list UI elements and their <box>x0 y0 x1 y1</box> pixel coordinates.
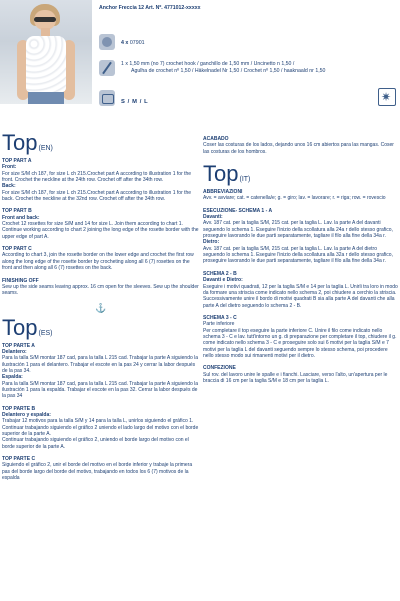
es-acabado-heading: ACABADO <box>203 136 229 142</box>
en-back-text: For size S/M ch 187, for size L ch 215.Crochet part A according to illustration 1 for the back. Crochet the neckline at the 32nd row. Crochet off after the 34th row. <box>2 189 192 203</box>
hook-line-2: Agulha de crochet nº 1,50 / Häkelnadel Nr 1,50 / Crochet nº 1,50 / haaknaald nr 1,50 <box>131 68 326 74</box>
it-confezione-text: Sul rov. del lavoro unire le spalle e i fianchi. Lasciare, verso l'alto, un'apertura per le braccia di 16 cm per la taglia S/M e 18 cm per la taglia L. <box>203 371 388 384</box>
es-partb-text: Trabajar 12 motivos para la talla S/M y 14 para la talla L, unirlos siguiendo el gráfico 1. Continuar trabajando siguiendo el gráfico 2 uniendo el lado largo del motivo con el borde superior de la parte A. <box>2 418 199 437</box>
yarn-ball-icon <box>99 34 115 50</box>
hook-line-1: 1 x 1,50 mm (no 7) crochet hook / ganchillo de 1,50 mm / Uncinetto n 1,50 / <box>121 61 295 67</box>
it-title <box>203 163 399 185</box>
it-davanti-text: Avv. 187 cat. per la taglia S/M, 215 cat. per la taglia L. Lav. la parte A del davanti seguendo lo schema 1. Eseguire l'inizio della scollatura alla 24a r dello stesso grafico, proseguire lavorando le due parti separatamente, tagliare il filo alla fine della 34a r. <box>203 220 393 240</box>
right-column <box>203 132 399 384</box>
model-photo <box>0 0 92 104</box>
en-partb-heading: TOP PART B <box>2 208 32 215</box>
it-title-text: Top <box>203 161 239 187</box>
es-parta-heading: TOP PARTE A <box>2 342 35 349</box>
en-back-label: Back: <box>2 183 16 190</box>
color-code: 07901 <box>129 40 145 46</box>
it-abbr-text: Avv. = avviare; cat. = catenella/e; g. = giro; lav. = lavorare; r. = riga; row. = rovescio <box>203 195 386 202</box>
es-partc-text: Siguiendo el gráfico 2, unir el borde del motivo en el borde inferior y trabaje la primera pas del borde largo del borde del motivo, trabajando en todos los 6 (7) motivos de la espalda <box>2 462 193 482</box>
en-partb-sub: Front and back: <box>2 214 40 221</box>
yarn-quantity <box>121 40 145 46</box>
skein-count: 4 x <box>121 40 129 46</box>
es-acabado-text: Coser las costuras de los lados, dejando unos 16 cm abiertos para las mangas. Coser las costuras de los hombros. <box>203 142 394 155</box>
es-front-text: Para la talla S/M montar 187 cad, para la talla L 215 cad. Trabajar la parte A siguiendo la ilustración 1 para el delantero. Trabajar el escote en la pas 24 y cerrar la labor después de la pas 34. <box>2 355 199 374</box>
es-lang: (ES) <box>38 329 53 337</box>
en-partb-text2: Continue working according to chart 2 joining the long edge of the rosette border with the upper edge of part A. <box>2 227 199 240</box>
it-dietro-text: Avv. 187 cat. per la taglia S/M, 215 cat. per la taglia L. Lav. la parte A del dietro seguendo lo schema 1. Eseguire l'inizio della scollatura alla 32a r dello stesso grafico, proseguire lavorando le due parti separatamente, tagliare il filo alla fine della 34a r. <box>203 245 393 265</box>
hook-info <box>121 61 325 75</box>
es-title-text: Top <box>2 314 38 340</box>
left-column <box>2 132 200 481</box>
it-schema1-heading: ESECUZIONE- SCHEMA 1 - A <box>203 207 273 214</box>
crochet-hook-icon <box>99 60 115 76</box>
es-front-label: Delantero: <box>2 348 27 355</box>
it-dietro-label: Dietro: <box>203 239 220 246</box>
it-schema2-heading: SCHEMA 2 - B <box>203 270 237 277</box>
it-schema3-sub: Parte inferiore <box>203 321 235 328</box>
es-partb-text2: Continuar trabajando siguiendo el gráfico 2, uniendo el borde largo del motivo con el borde superior de la parte A. <box>2 437 189 450</box>
en-partc-text: According to chart 3, join the rosette border on the lower edge and crochet the first row along the long edge of the rosette border by crocheting along all 6 (7) rosettes on the front and then along all 6 (7) rosettes on the back. <box>2 252 194 272</box>
product-title: Anchor Freccia 12 Art. Nº. 4771012-xxxxx <box>99 5 201 11</box>
it-lang: (IT) <box>239 176 251 184</box>
en-partb-text: Crochet 12 rosettes for size S/M and 14 for size L. Join them according to chart 1. <box>2 221 183 228</box>
en-front-text: For size S/M ch 187, for size L ch 215.Crochet part A according to illustration 1 for the front. Crochet the neckline at the 24th row. Crochet off after the 34th row. <box>2 170 192 184</box>
en-finishing-text: Sew up the side seams leaving approx. 16 cm open for the sleeves. Sew up the shoulder seams. <box>2 283 199 297</box>
anchor-icon: ⚓ <box>95 302 107 313</box>
it-schema2-sub: Davanti e Dietro: <box>203 277 243 284</box>
es-title <box>2 314 200 340</box>
es-partc-heading: TOP PARTE C <box>2 456 36 463</box>
en-title-text: Top <box>2 130 38 155</box>
en-partc-heading: TOP PART C <box>2 246 32 253</box>
it-confezione-heading: CONFEZIONE <box>203 365 236 372</box>
it-schema2-text: Eseguire i motivi quadrati, 12 per la taglia S/M e 14 per la taglia L. Unirli tra loro in modo da formare una striscia come indicato nello schema 2, poi chiudere a cerchio la striscia. Successivamente unire il bordo di motivi quadrati B sia alla parte A del davanti che alla parte A del dietro seguendo lo schema 2 - B. <box>203 283 398 309</box>
en-parta-heading: TOP PART A <box>2 158 32 164</box>
size-icon <box>99 90 115 106</box>
en-lang: (EN) <box>38 145 53 152</box>
es-partb-heading: TOP PARTE B <box>2 405 36 412</box>
it-schema3-heading: SCHEMA 3 - C <box>203 314 237 321</box>
it-schema3-text: Per completare il top eseguire la parte inferiore C. Unire il filo come indicato nello schema 3 - C e lav. tutt'intorno un g. di preparazione per completare il top, chiudere il g. come indicato nello schema 3 - C e proseguire solo sui 6 motivi per la taglia S/M e 7 motivi per la taglia L del davanti seguendo sempre lo stesso schema, poi procedere nello stesso modo sui rimanenti motivi per il dietro. <box>203 327 397 359</box>
es-partb-sub: Delantero y espalda: <box>2 411 51 418</box>
en-front-label: Front: <box>2 164 17 171</box>
sizes: S / M / L <box>121 99 149 105</box>
it-davanti-label: Davanti: <box>203 214 223 221</box>
difficulty-badge-icon <box>378 88 396 106</box>
it-abbr-heading: ABBREVIAZIONI <box>203 189 243 196</box>
es-back-label: Espalda: <box>2 374 23 381</box>
en-finishing-heading: FINISHING OFF <box>2 277 39 284</box>
es-back-text: Para la talla S/M montar 187 cad, para la talla L 215 cad. Trabajar la parte A siguiendo la ilustración 1 para la espalda. Trabajar el escote en la pas 32. Cerrar la labor después de la pas 34 <box>2 380 199 400</box>
en-title <box>2 132 200 154</box>
